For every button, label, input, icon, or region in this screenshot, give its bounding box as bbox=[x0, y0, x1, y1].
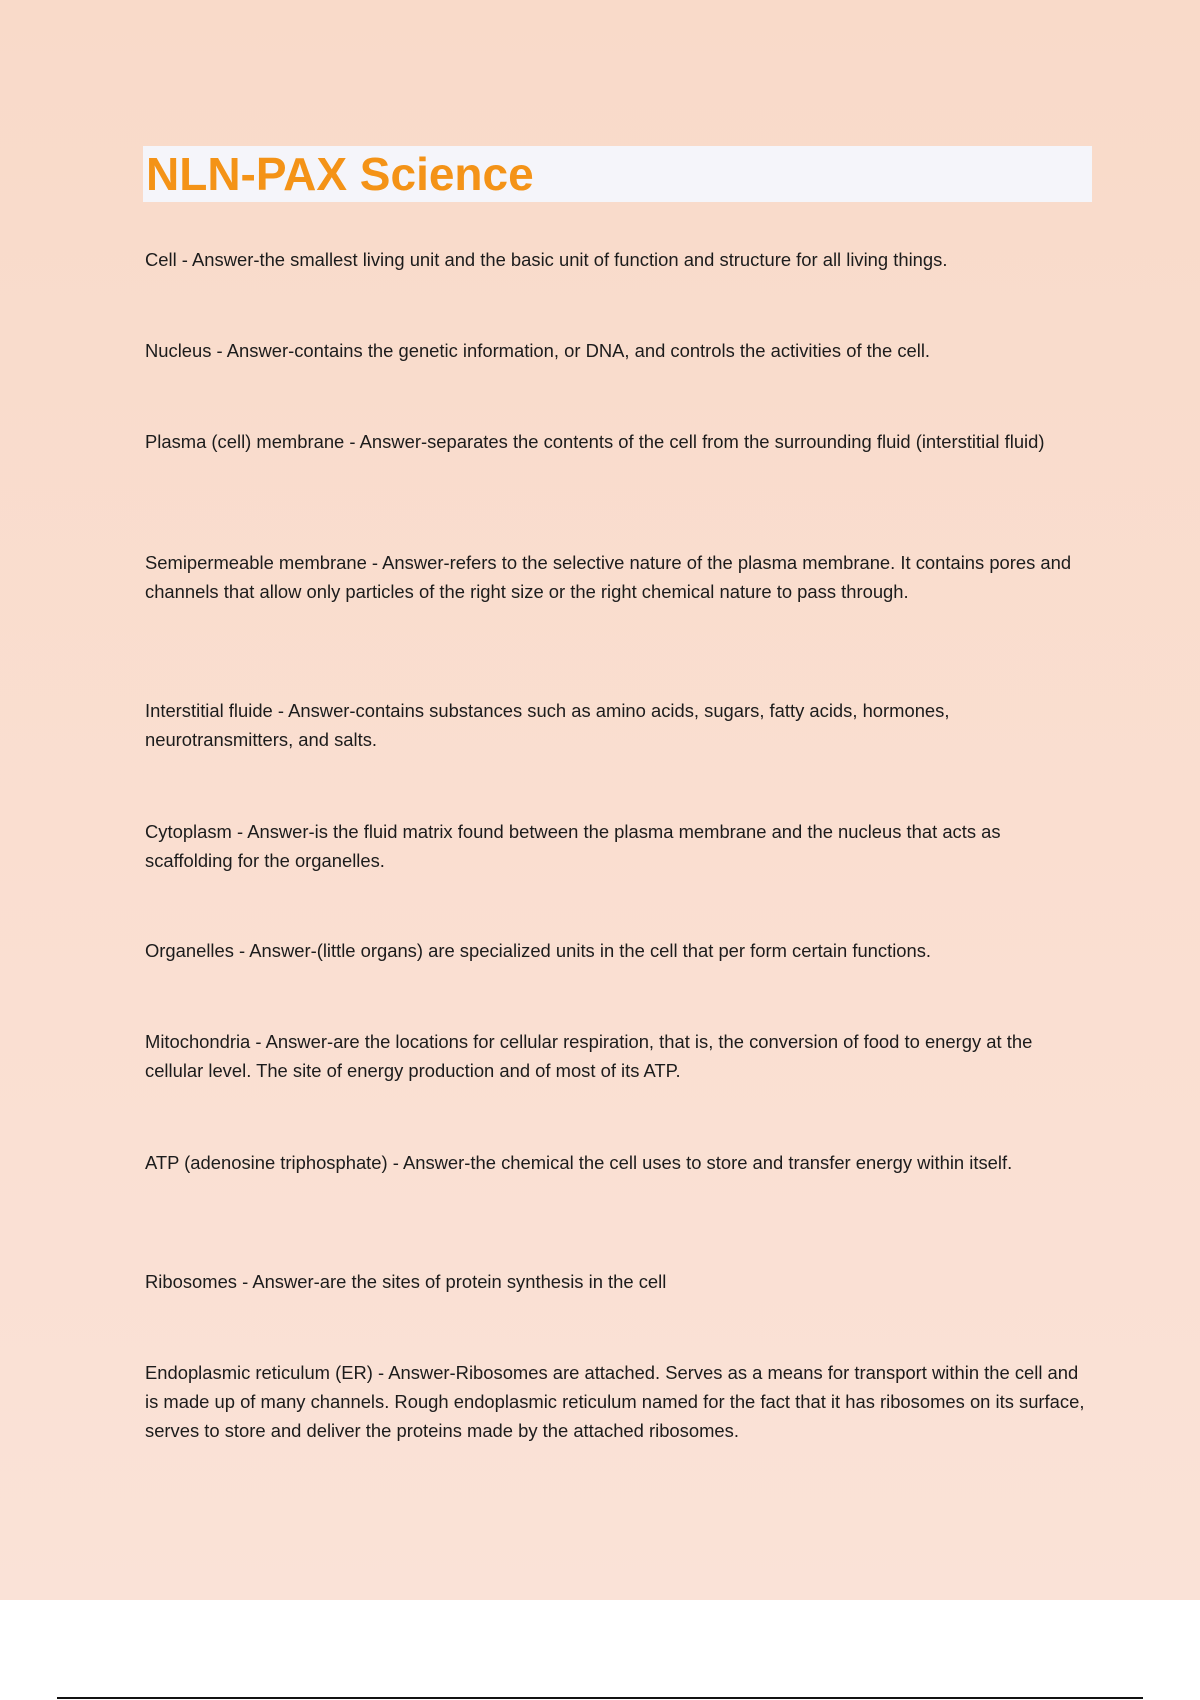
entry-interstitial-fluid: Interstitial fluide - Answer-contains substances such as amino acids, sugars, fatty acids, hormones, neurotransmitters, and salts. bbox=[145, 700, 950, 750]
entry-cytoplasm: Cytoplasm - Answer-is the fluid matrix found between the plasma membrane and the nucleus that acts as scaffolding for the organelles. bbox=[145, 821, 1001, 871]
title-banner bbox=[143, 146, 1092, 202]
entry-plasma-membrane: Plasma (cell) membrane - Answer-separates the contents of the cell from the surrounding fluid (interstitial fluid) bbox=[145, 431, 1045, 452]
entry-organelles: Organelles - Answer-(little organs) are specialized units in the cell that per form certain functions. bbox=[145, 940, 932, 961]
footer-divider bbox=[57, 1697, 1143, 1699]
entry-cell: Cell - Answer-the smallest living unit and the basic unit of function and structure for all living things. bbox=[145, 249, 948, 270]
page-title: NLN-PAX Science bbox=[146, 148, 534, 200]
entry-ribosomes: Ribosomes - Answer-are the sites of protein synthesis in the cell bbox=[145, 1271, 667, 1292]
entry-mitochondria: Mitochondria - Answer-are the locations for cellular respiration, that is, the conversion of food to energy at the cellular level. The site of energy production and of most of its ATP. bbox=[145, 1031, 1033, 1081]
entry-nucleus: Nucleus - Answer-contains the genetic information, or DNA, and controls the activities of the cell. bbox=[145, 340, 931, 361]
entry-semipermeable-membrane: Semipermeable membrane - Answer-refers to the selective nature of the plasma membrane. It contains pores and channels that allow only particles of the right size or the right chemical nature to pass through. bbox=[145, 552, 1072, 602]
entry-endoplasmic-reticulum: Endoplasmic reticulum (ER) - Answer-Ribosomes are attached. Serves as a means for transport within the cell and is made up of many channels. Rough endoplasmic reticulum named for the fact that it has ribosomes on its surface, serves to store and deliver the proteins made by the attached ribosomes. bbox=[145, 1362, 1085, 1441]
entry-atp: ATP (adenosine triphosphate) - Answer-the chemical the cell uses to store and transfer energy within itself. bbox=[145, 1152, 1013, 1173]
